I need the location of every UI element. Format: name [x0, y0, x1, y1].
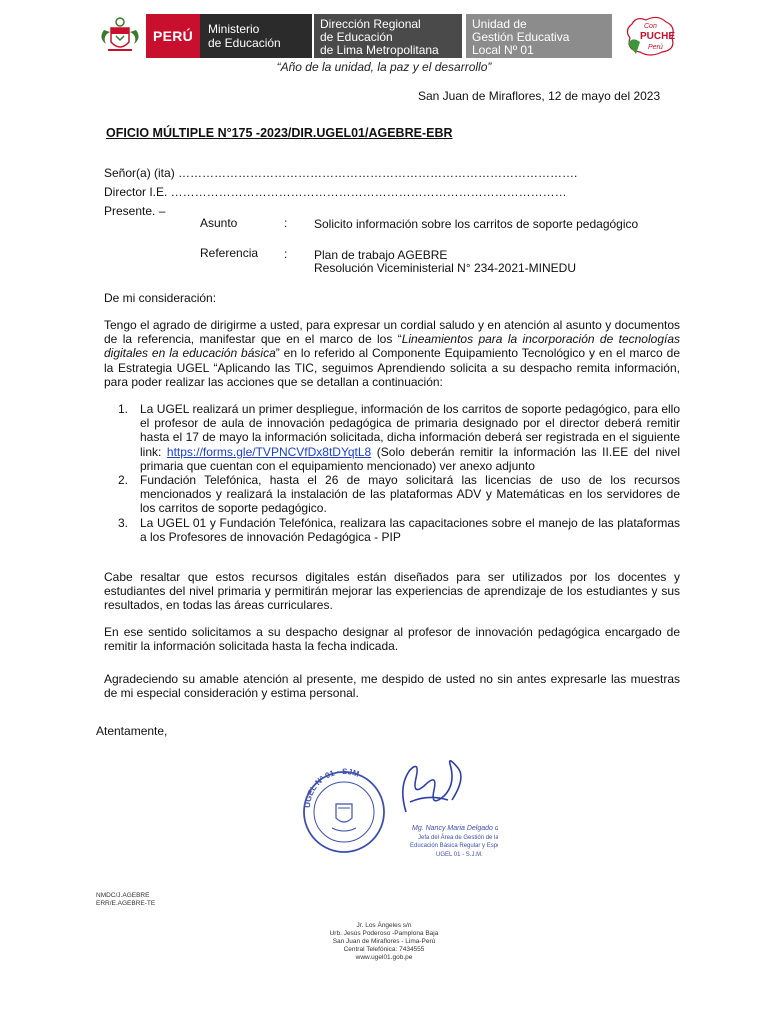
ugel-block [466, 14, 612, 58]
referencia-colon: : [284, 247, 288, 261]
action-list [118, 402, 680, 544]
document-title: OFICIO MÚLTIPLE N°175 -2023/DIR.UGEL01/AGEBRE-EBR [106, 126, 453, 140]
closing: Atentamente, [96, 724, 168, 738]
document-date: San Juan de Miraflores, 12 de mayo del 2023 [418, 89, 661, 103]
ministry-line-2: de Educación [208, 36, 281, 50]
logo-text-3: Perú [648, 44, 663, 51]
svg-text:UGEL Nº 01 · SJM [303, 767, 361, 808]
signature-and-seal [298, 756, 498, 866]
recipient-line-1: Señor(a) (ita) ………………………………………………………………………………………. [104, 166, 578, 180]
ministry-block [200, 14, 312, 58]
logo-text-2: PUCHE [640, 31, 676, 42]
initials-line-1: NMDC/J.AGEBRE [96, 892, 150, 899]
stamp-line-2: Jefa del Área de Gestión de la [418, 835, 498, 841]
ugel-line-2: Gestión Educativa [472, 30, 570, 44]
list-item-number: 2. [118, 473, 129, 488]
address-footer [0, 922, 768, 962]
intro-italic-phrase: Lineamientos para la incorporación de tecnologías digitales en la educación básica [104, 332, 681, 361]
signature-stamp [410, 825, 498, 858]
presente-line: Presente. – [104, 204, 166, 218]
initials-line-2: ERR/E.AGEBRE-TE [96, 900, 156, 907]
country-label: PERÚ [152, 28, 194, 44]
ugel-line-3: Local Nº 01 [472, 43, 534, 57]
dre-line-3: de Lima Metropolitana [320, 43, 439, 57]
handwritten-signature [403, 761, 461, 812]
list-item [118, 402, 680, 473]
recipient-line-2: Director I.E. ……………………………………………………………………………………… [104, 185, 567, 199]
reference-initials [96, 892, 155, 908]
stamp-line-4: UGEL 01 - S.J.M. [436, 852, 483, 858]
list-item-text: La UGEL realizará un primer despliegue, información de los carritos de soporte pedagógico, para ello el profesor de aula de innovación pedagógica de primaria designado por el director deberá remitir hasta el 17 de mayo la información solicitada, dicha información deberá ser registrada en el siguiente link: [140, 402, 680, 459]
greeting: De mi consideración: [104, 291, 217, 305]
footer-website[interactable]: www.ugel01.gob.pe [355, 954, 413, 961]
intro-text-part-1: Tengo el agrado de dirigirme a usted, para expresar un cordial saludo y en atención al asunto y documentos de la referencia, manifestar que en el marco de los “ [104, 318, 680, 347]
list-item-text-after: (Solo deberán remitir la información las II.EE del nivel primaria que cuentan con el equipamiento mencionado) ver anexo adjunto [140, 444, 680, 473]
official-round-seal [303, 767, 384, 852]
stamp-line-1: Mg. Nancy Maria Delgado [412, 825, 493, 832]
list-item [118, 473, 680, 516]
footer-line-2: Urb. Jesús Poderoso -Pamplona Baja [329, 930, 439, 937]
paragraph-sentido: En ese sentido solicitamos a su despacho designar al profesor de innovación pedagógica encargado de remitir la información solicitada hasta la fecha indicada. [104, 625, 680, 654]
year-motto: “Año de la unidad, la paz y el desarrollo” [276, 60, 492, 74]
list-item [118, 516, 680, 544]
footer-line-1: Jr. Los Ángeles s/n [356, 922, 412, 929]
list-item-text: Fundación Telefónica, hasta el 26 de mayo solicitará las licencias de uso de los recursos mencionados y realizará la instalación de las plataformas ADV y Matemáticas en los servidores de los carritos de soporte pedagógico. [140, 473, 680, 516]
peru-brand-block [146, 14, 200, 58]
footer-line-4: Central Telefónica: 7434555 [343, 946, 425, 953]
list-item-number: 1. [118, 402, 129, 416]
list-item-number: 3. [118, 515, 129, 530]
referencia-label: Referencia [200, 246, 259, 260]
seal-ring-text: UGEL Nº 01 · SJM [302, 766, 361, 809]
dre-line-1: Dirección Regional [320, 17, 421, 31]
logo-text-1: Con [644, 23, 657, 30]
paragraph-agradeciendo: Agradeciendo su amable atención al presente, me despido de usted no sin antes expresarle las muestras de mi especial consideración y estima personal. [104, 672, 680, 701]
dre-block [314, 14, 462, 58]
ugel-line-1: Unidad de [472, 17, 527, 31]
con-puche-peru-logo [622, 14, 680, 58]
peru-coat-of-arms-logo [96, 14, 144, 58]
ministry-line-1: Ministerio [208, 22, 260, 36]
forms-link[interactable]: https://forms.gle/TVPNCVfDx8tDYqtL8 [166, 444, 372, 459]
asunto-value: Solicito información sobre los carritos de soporte pedagógico [314, 217, 639, 231]
asunto-colon: : [284, 216, 288, 230]
referencia-value-2: Resolución Viceministerial N° 234-2021-MINEDU [314, 261, 577, 275]
paragraph-resaltar: Cabe resaltar que estos recursos digitales están diseñados para ser utilizados por los docentes y estudiantes del nivel primaria y permitirán mejorar las experiencias de aprendizaje de los estudiantes y sus resultados, en todas las áreas curriculares. [104, 570, 680, 613]
referencia-value-1: Plan de trabajo AGEBRE [314, 248, 448, 262]
asunto-label: Asunto [200, 216, 238, 230]
intro-text-part-2: ” en lo referido al Componente Equipamiento Tecnológico y en el marco de la Estrategia UGEL “Aplicando las TIC, seguimos Aprendiendo solicita a su despacho remita información, para poder realizar las acciones que se detallan a continuación: [104, 346, 680, 389]
footer-line-3: San Juan de Miraflores - Lima-Perú [332, 938, 436, 945]
dre-line-2: de Educación [320, 30, 393, 44]
list-item-text: La UGEL 01 y Fundación Telefónica, realizara las capacitaciones sobre el manejo de las plataformas a los Profesores de innovación Pedagógica - PIP [140, 515, 680, 544]
intro-paragraph [104, 318, 680, 389]
stamp-line-3: Educación Básica Regular y Esp [410, 843, 498, 849]
